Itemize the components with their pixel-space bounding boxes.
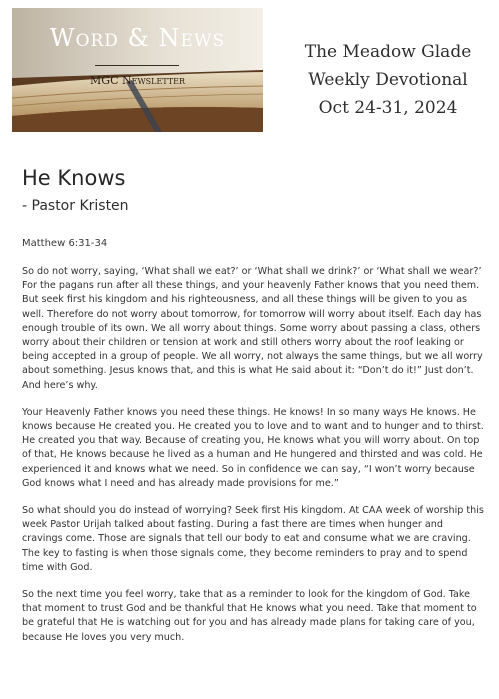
masthead: [283, 38, 493, 122]
paragraph: So what should you do instead of worrying? Seek first His kingdom. At CAA week of worship this week Pastor Urijah talked about fasting. During a fast there are times when hunger and cravings come. Those are signals that tell our body to eat and consume what we are craving. The key to fasting is when those signals come, they become reminders to pray and to spend time with God.: [22, 505, 484, 573]
banner-divider: [95, 65, 179, 66]
banner-title: Word & News: [49, 24, 226, 52]
masthead-date-range: Oct 24-31, 2024: [318, 98, 458, 118]
scripture-reference: Matthew 6:31-34: [22, 238, 108, 249]
paragraph: So do not worry, saying, ‘What shall we eat?’ or ‘What shall we drink?’ or ‘What shall we wear?’ For the pagans run after all these things, and your heavenly Father knows that you need them. But seek first his kingdom and his righteousness, and all these things will be given to you as well. Therefore do not worry about tomorrow, for tomorrow will worry about itself. Each day has enough trouble of its own. We all worry about things. Some worry about passing a class, others worry about their children or tension at work and still others worry about the roof leaking or being accepted in a group of people. We all worry, not always the same things, but we all worry about something. Jesus knows that, and this is what He said about it: “Don’t do it!” Just don’t. And here’s why.: [22, 266, 483, 391]
masthead-church-name: The Meadow Glade: [304, 42, 472, 62]
article-author: - Pastor Kristen: [22, 198, 129, 214]
banner-subtitle: MGC Newsletter: [90, 74, 185, 87]
header-banner-image: [12, 8, 263, 132]
article-title: He Knows: [22, 166, 126, 191]
masthead-publication: Weekly Devotional: [308, 70, 468, 90]
paragraph: Your Heavenly Father knows you need these things. He knows! In so many ways He knows. He knows because He created you. He created you to love and to want and to hunger and to thirst. He created you that way. Because of creating you, He knows what you will worry about. On top of that, He knows because he lived as a human and He hungered and thirsted and was cold. He experienced it and knows what we need. So in confidence we can say, “I won’t worry because God knows what I need and has already made provisions for me.”: [22, 406, 484, 489]
article-body: [22, 265, 484, 658]
paragraph: So the next time you feel worry, take that as a reminder to look for the kingdom of God. Take that moment to trust God and be thankful that He knows what you need. Take that moment to be grateful that He is watching out for you and has already made plans for taking care of you, because He loves you very much.: [22, 589, 477, 643]
